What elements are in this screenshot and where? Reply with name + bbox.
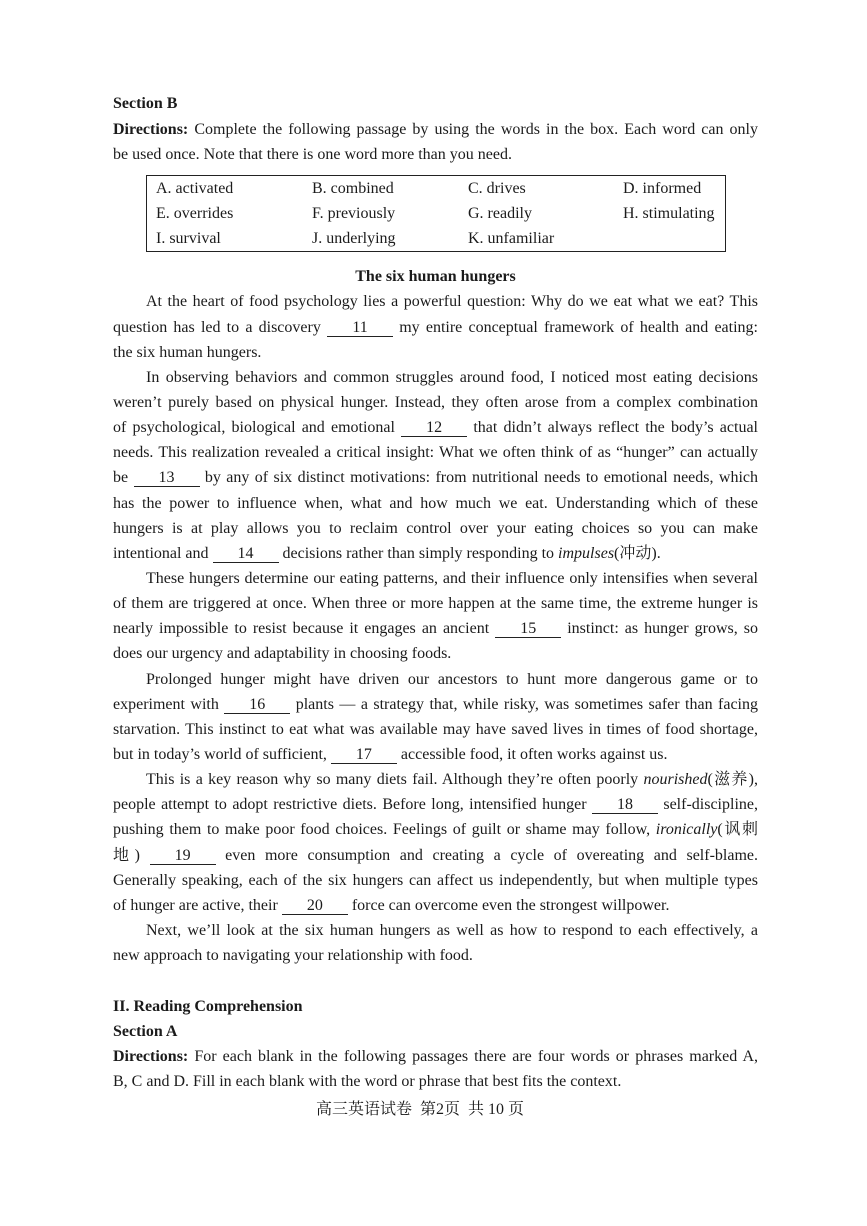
text-run: of them are triggered at once. When three or more happen at the same time, the extreme hunger is: [113, 595, 758, 613]
text-line: [113, 817, 758, 842]
text-line: [113, 340, 758, 365]
text-run: intentional and: [113, 544, 213, 562]
text-line: [113, 1069, 758, 1094]
text-line: [113, 465, 758, 490]
text-line: [113, 843, 758, 868]
text-run: pushing them to make poor food choices. Feelings of guilt or shame may follow,: [113, 821, 656, 839]
text-run: (滋养),: [707, 771, 758, 789]
text-line: [113, 516, 758, 541]
text-line: [113, 315, 758, 340]
text-line: [113, 767, 758, 792]
text-run: needs. This realization revealed a critical insight: What we often think of as “hunger” can actually: [113, 444, 758, 462]
text-run: starvation. This instinct to eat what was available may have saved lives in times of food shortage,: [113, 720, 758, 738]
text-run: the six human hungers.: [113, 343, 262, 361]
text-line: [113, 415, 758, 440]
answer-blank-12: 12: [401, 420, 467, 437]
text-run: hungers is at play allows you to reclaim control over your eating choices so you can make: [113, 519, 758, 537]
text-line: [113, 717, 758, 742]
paragraph-5: [113, 767, 758, 918]
word-option: A. activated: [156, 179, 234, 197]
text-run: For each blank in the following passages there are four words or phrases marked A,: [188, 1048, 758, 1066]
paragraph-6: [113, 918, 758, 968]
text-run: new approach to navigating your relationship with food.: [113, 947, 473, 965]
text-line: [113, 142, 758, 167]
text-line: [113, 792, 758, 817]
answer-blank-14: 14: [213, 546, 279, 563]
answer-blank-20: 20: [282, 898, 348, 915]
text-run: B, C and D. Fill in each blank with the word or phrase that best fits the context.: [113, 1073, 622, 1091]
text-line: [113, 918, 758, 943]
text-run: (讽刺: [717, 821, 758, 839]
text-run: but in today’s world of sufficient,: [113, 745, 331, 763]
text-run: question has led to a discovery: [113, 318, 328, 336]
section-a-heading: Section A: [113, 1023, 178, 1041]
text-line: [113, 641, 758, 666]
passage-body: [113, 289, 758, 968]
italic-term: nourished: [643, 771, 708, 789]
italic-term: impulses: [558, 544, 615, 562]
section-b-heading: Section B: [113, 95, 178, 113]
text-run: by any of six distinct motivations: from nutritional needs to emotional needs, which: [199, 469, 758, 487]
text-line: [113, 943, 758, 968]
text-line: [113, 692, 758, 717]
text-line: [113, 365, 758, 390]
text-line: [113, 117, 758, 142]
text-run: self-discipline,: [657, 796, 758, 814]
text-run: people attempt to adopt restrictive diets. Before long, intensified hunger: [113, 796, 592, 814]
text-line: [113, 868, 758, 893]
text-line: [113, 289, 758, 314]
text-run: experiment with: [113, 695, 225, 713]
text-run: This is a key reason why so many diets fail. Although they’re often poorly: [146, 771, 644, 789]
text-run: At the heart of food psychology lies a powerful question: Why do we eat what we eat? This: [146, 293, 758, 311]
text-run: plants — a strategy that, while risky, was sometimes safer than facing: [290, 695, 758, 713]
text-run: does our urgency and adaptability in choosing foods.: [113, 645, 452, 663]
text-line: [113, 893, 758, 918]
word-option: F. previously: [312, 204, 396, 222]
part-ii-heading: II. Reading Comprehension: [113, 998, 303, 1016]
text-line: [113, 440, 758, 465]
text-run: instinct: as hunger grows, so: [561, 620, 758, 638]
text-run: Prolonged hunger might have driven our ancestors to hunt more dangerous game or to: [146, 670, 758, 688]
page-footer: 高三英语试卷 第2页 共 10 页: [315, 1100, 524, 1118]
text-run: has the power to influence when, what and how much we eat. Understanding which of these: [113, 494, 758, 512]
answer-blank-15: 15: [495, 621, 561, 638]
section-a-directions: [113, 1044, 758, 1094]
text-run: of psychological, biological and emotional: [113, 419, 402, 437]
text-run: Next, we’ll look at the six human hungers as well as how to respond to each effectively, a: [146, 921, 758, 939]
text-run: decisions rather than simply responding to: [278, 544, 559, 562]
text-line: [113, 491, 758, 516]
word-option: H. stimulating: [623, 204, 715, 222]
text-line: [113, 541, 758, 566]
text-run: Complete the following passage by using the words in the box. Each word can only: [188, 120, 758, 138]
text-line: [113, 591, 758, 616]
text-run: weren’t purely based on physical hunger. Instead, they often arose from a complex combination: [113, 394, 758, 412]
word-option: B. combined: [312, 179, 394, 197]
text-line: [113, 616, 758, 641]
answer-blank-18: 18: [592, 797, 658, 814]
paragraph-2: [113, 365, 758, 566]
text-line: [113, 667, 758, 692]
word-box: [146, 175, 726, 252]
text-run: (冲动).: [614, 544, 661, 562]
answer-blank-11: 11: [327, 320, 393, 337]
text-run: be used once. Note that there is one word more than you need.: [113, 145, 512, 163]
text-run: accessible food, it often works against us.: [396, 745, 668, 763]
word-option: J. underlying: [312, 229, 396, 247]
text-run: be: [113, 469, 134, 487]
paragraph-1: [113, 289, 758, 364]
text-run: In observing behaviors and common struggles around food, I noticed most eating decisions: [146, 368, 758, 386]
word-option: E. overrides: [156, 204, 234, 222]
text-run: force can overcome even the strongest willpower.: [347, 896, 670, 914]
answer-blank-16: 16: [224, 697, 290, 714]
text-run: 地): [113, 846, 150, 864]
text-run: Generally speaking, each of the six hungers can affect us independently, but when multiple types: [113, 871, 758, 889]
text-line: [113, 1044, 758, 1069]
section-b-directions: [113, 117, 758, 167]
text-line: [113, 390, 758, 415]
paragraph-4: [113, 667, 758, 768]
text-run: even more consumption and creating a cycle of overeating and self-blame.: [215, 846, 758, 864]
text-run: These hungers determine our eating patterns, and their influence only intensifies when several: [146, 570, 758, 587]
text-run: of hunger are active, their: [113, 896, 282, 914]
word-option: I. survival: [156, 229, 221, 247]
word-option: C. drives: [468, 179, 526, 197]
word-option: D. informed: [623, 179, 702, 197]
text-line: [113, 566, 758, 591]
text-line: [113, 742, 758, 767]
answer-blank-19: 19: [150, 848, 216, 865]
word-option: G. readily: [468, 204, 532, 222]
bold-label: Directions:: [113, 120, 189, 138]
text-run: my entire conceptual framework of health and eating:: [393, 318, 758, 336]
text-run: nearly impossible to resist because it engages an ancient: [113, 620, 496, 638]
paragraph-3: [113, 566, 758, 667]
passage-title: The six human hungers: [355, 268, 516, 286]
answer-blank-13: 13: [134, 470, 200, 487]
bold-label: Directions:: [113, 1048, 189, 1066]
text-run: that didn’t always reflect the body’s actual: [467, 419, 759, 437]
answer-blank-17: 17: [331, 747, 397, 764]
page-content: [113, 91, 758, 1094]
italic-term: ironically: [655, 821, 718, 839]
word-option: K. unfamiliar: [468, 229, 555, 247]
